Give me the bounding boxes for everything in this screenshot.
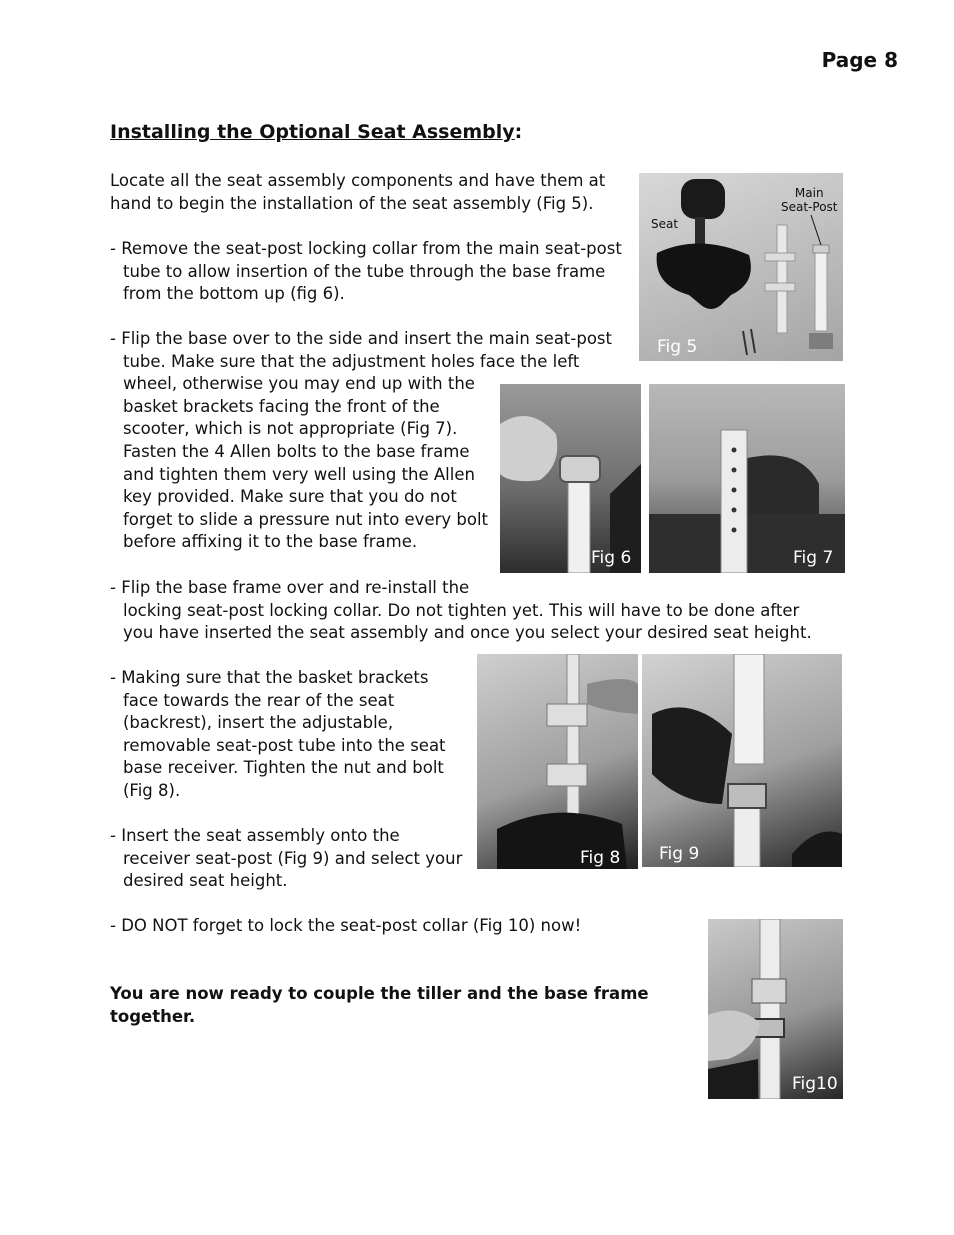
step-line: tube. Make sure that the adjustment holes face the left	[123, 351, 580, 371]
figure-7-caption: Fig 7	[793, 548, 834, 568]
step-line: and tighten them very well using the Allen	[123, 464, 475, 484]
step-line: - Remove the seat-post locking collar from the main seat-post	[110, 239, 622, 258]
figure-5-photo	[639, 173, 843, 361]
step-line: forget to slide a pressure nut into every bolt	[123, 509, 489, 529]
figure-9-photo	[642, 654, 842, 867]
figure-7-photo	[649, 384, 845, 573]
closing-line: together.	[110, 1006, 196, 1026]
section-title-colon: :	[514, 121, 523, 143]
intro-line: Locate all the seat assembly components and have them at	[110, 171, 606, 190]
closing-note	[110, 983, 649, 1028]
insert-tube-illustration	[500, 384, 641, 573]
step-line: you have inserted the seat assembly and once you select your desired seat height.	[123, 623, 812, 643]
seat-post-holes-illustration	[649, 384, 845, 573]
seat-label: Seat	[651, 217, 679, 231]
step-line: - DO NOT forget to lock the seat-post collar (Fig 10) now!	[110, 916, 582, 935]
step-line: tube to allow insertion of the tube through the base frame	[123, 261, 606, 281]
step-remove-collar	[110, 238, 622, 306]
seat-on-post-illustration	[642, 654, 842, 867]
step-line: - Making sure that the basket brackets	[110, 668, 429, 687]
main-seat-post-label	[781, 186, 838, 214]
step-insert-adjustable-tube	[110, 667, 446, 803]
section-title-text: Installing the Optional Seat Assembly	[110, 121, 515, 143]
step-line: (backrest), insert the adjustable,	[123, 713, 394, 733]
adjustable-tube-illustration	[477, 654, 638, 869]
step-reinstall-collar	[110, 577, 812, 645]
step-line: (Fig 8).	[123, 780, 181, 800]
step-line: desired seat height.	[123, 871, 288, 891]
step-line: base receiver. Tighten the nut and bolt	[123, 758, 444, 778]
intro-paragraph	[110, 170, 605, 215]
page-number: Page 8	[821, 48, 898, 72]
figure-9-caption: Fig 9	[659, 844, 700, 864]
step-line: receiver seat-post (Fig 9) and select your	[123, 848, 463, 868]
closing-line: You are now ready to couple the tiller and the base frame	[110, 984, 649, 1003]
figure-8-caption: Fig 8	[580, 848, 621, 868]
figure-8-photo	[477, 654, 638, 869]
main-seat-post-label-line: Main	[794, 186, 824, 200]
figure-6-caption: Fig 6	[591, 548, 632, 568]
figure-10-caption: Fig10	[792, 1074, 838, 1094]
step-line: before affixing it to the base frame.	[123, 532, 418, 552]
step-line: from the bottom up (fig 6).	[123, 284, 345, 304]
step-line: basket brackets facing the front of the	[123, 396, 440, 416]
step-line: removable seat-post tube into the seat	[123, 735, 446, 755]
step-line: - Flip the base over to the side and insert the main seat-post	[110, 329, 612, 348]
step-line: scooter, which is not appropriate (Fig 7).	[123, 419, 458, 439]
step-line: key provided. Make sure that you do not	[123, 487, 457, 507]
step-insert-seat	[110, 825, 462, 893]
lock-collar-illustration	[708, 919, 843, 1099]
section-title	[110, 121, 522, 143]
step-line: - Flip the base frame over and re-install the	[110, 578, 470, 597]
step-line: wheel, otherwise you may end up with the	[123, 374, 475, 394]
step-line: Fasten the 4 Allen bolts to the base frame	[123, 441, 470, 461]
intro-line: hand to begin the installation of the seat assembly (Fig 5).	[110, 193, 594, 213]
step-lock-collar	[110, 915, 581, 938]
step-line: - Insert the seat assembly onto the	[110, 826, 400, 845]
figure-5-caption: Fig 5	[657, 337, 698, 357]
step-line: face towards the rear of the seat	[123, 690, 395, 710]
step-line: locking seat-post locking collar. Do not tighten yet. This will have to be done after	[123, 600, 800, 620]
figure-10-photo	[708, 919, 843, 1099]
figure-6-photo	[500, 384, 641, 573]
main-seat-post-label-line: Seat-Post	[781, 200, 838, 214]
